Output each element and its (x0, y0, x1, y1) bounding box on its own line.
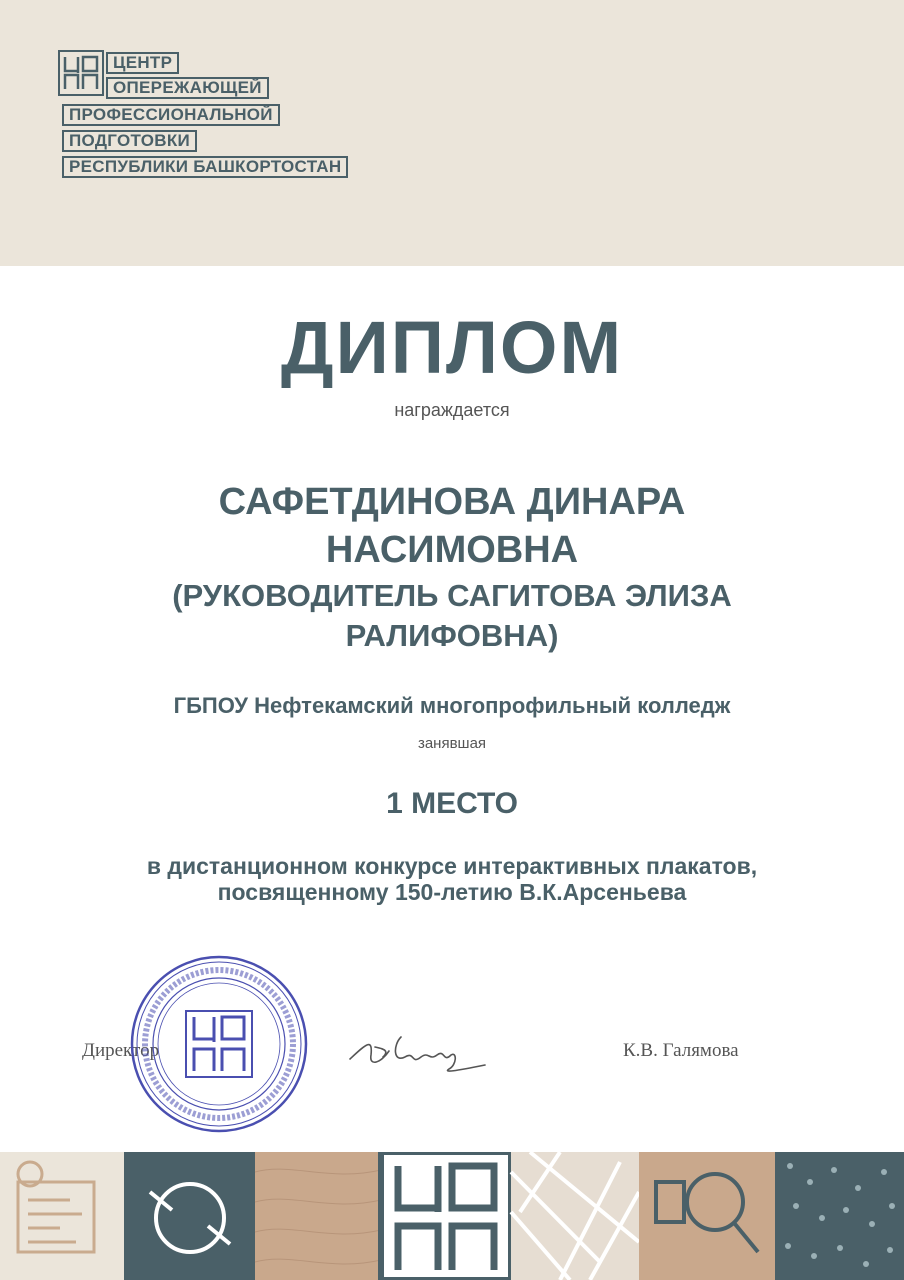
signature-icon (345, 1025, 495, 1075)
recipient-name (0, 478, 904, 574)
logo-mark-icon (58, 50, 104, 96)
logo-line-2: ОПЕРЕЖАЮЩЕЙ (106, 77, 269, 99)
occupied-text: занявшая (417, 735, 487, 752)
recipient-line-1: САФЕТДИНОВА ДИНАРА (218, 481, 686, 523)
awarded-text: награждается (394, 400, 510, 420)
logo-line-1: ЦЕНТР (106, 52, 179, 74)
contest-line-1: в дистанционном конкурсе интерактивных плакатов, (146, 853, 758, 879)
signature-role: Директор (82, 1040, 160, 1061)
decorative-tiles (0, 1152, 904, 1280)
logo-line-3: ПРОФЕССИОНАЛЬНОЙ (62, 104, 280, 126)
contest-line-2: посвященному 150-летию В.К.Арсеньева (217, 879, 687, 905)
contest-description (0, 853, 904, 905)
supervisor-name (0, 576, 904, 656)
logo-line-5: РЕСПУБЛИКИ БАШКОРТОСТАН (62, 156, 348, 178)
organization: ГБПОУ Нефтекамский многопрофильный колледж (173, 693, 731, 718)
recipient-line-2: НАСИМОВНА (325, 529, 579, 571)
supervisor-line-2: РАЛИФОВНА) (345, 618, 559, 653)
supervisor-line-1: (РУКОВОДИТЕЛЬ САГИТОВА ЭЛИЗА (172, 578, 732, 613)
diploma-title: ДИПЛОМ (280, 306, 624, 389)
place: 1 МЕСТО (386, 787, 518, 820)
logo-line-4: ПОДГОТОВКИ (62, 130, 197, 152)
signature-name: К.В. Галямова (623, 1040, 739, 1061)
stamp-icon (128, 953, 310, 1135)
